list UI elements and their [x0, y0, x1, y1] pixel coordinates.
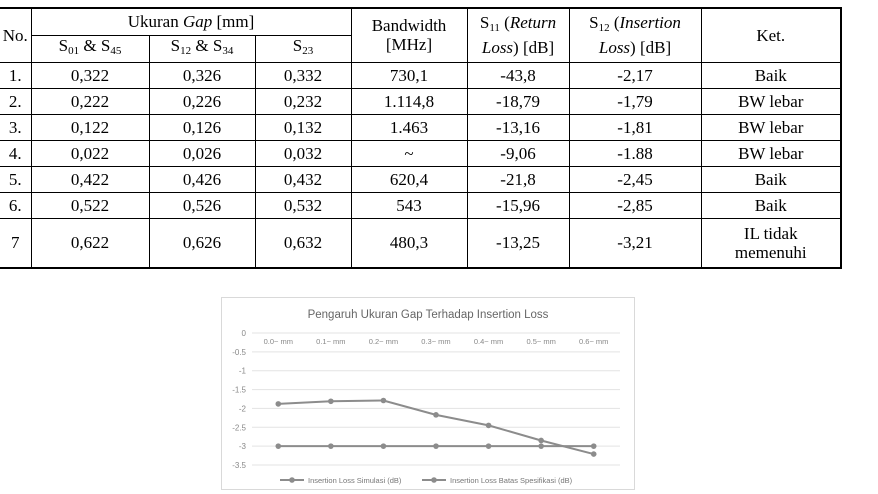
x-tick-label: 0.4~ mm — [473, 337, 504, 346]
insertion-loss-chart — [221, 297, 635, 490]
cell-s01: 0,322 — [31, 62, 149, 88]
cell-s01: 0,522 — [31, 192, 149, 218]
cell-return-loss: -9,06 — [467, 140, 569, 166]
cell-insertion-loss: -1.88 — [569, 140, 701, 166]
cell-s12: 0,226 — [149, 88, 255, 114]
cell-ket: BW lebar — [701, 88, 841, 114]
data-point — [486, 443, 492, 449]
legend-label: Insertion Loss Batas Spesifikasi (dB) — [450, 476, 573, 485]
cell-s12: 0,426 — [149, 166, 255, 192]
cell-s23: 0,332 — [255, 62, 351, 88]
cell-s23: 0,632 — [255, 218, 351, 268]
cell-s12: 0,326 — [149, 62, 255, 88]
cell-s23: 0,132 — [255, 114, 351, 140]
y-tick-label: -3.5 — [232, 461, 246, 470]
data-point — [275, 401, 281, 407]
cell-s23: 0,532 — [255, 192, 351, 218]
x-tick-label: 0.3~ mm — [421, 337, 451, 346]
data-point — [591, 443, 597, 449]
cell-s23: 0,232 — [255, 88, 351, 114]
header-ukuran-gap: Ukuran Gap [mm] — [31, 8, 351, 35]
cell-insertion-loss: -3,21 — [569, 218, 701, 268]
cell-return-loss: -43,8 — [467, 62, 569, 88]
cell-ket: BW lebar — [701, 140, 841, 166]
data-point — [328, 398, 334, 404]
header-insertion-loss: $S_{12}$ (Insertion Loss) [dB] — [569, 8, 701, 62]
cell-insertion-loss: -1,79 — [569, 88, 701, 114]
data-point — [275, 443, 281, 449]
data-point — [381, 398, 387, 404]
cell-insertion-loss: -1,81 — [569, 114, 701, 140]
cell-insertion-loss: -2,85 — [569, 192, 701, 218]
header-bandwidth: Bandwidth [MHz] — [351, 8, 467, 62]
cell-ket: BW lebar — [701, 114, 841, 140]
header-ket: Ket. — [701, 8, 841, 62]
header-s12-s34: $S_{12}$ & $S_{34}$ — [149, 35, 255, 62]
cell-ket: Baik — [701, 166, 841, 192]
y-tick-label: -0.5 — [232, 347, 246, 357]
header-no: No. — [0, 8, 31, 62]
data-point — [538, 443, 544, 449]
cell-return-loss: -18,79 — [467, 88, 569, 114]
cell-return-loss: -13,16 — [467, 114, 569, 140]
table-row — [0, 114, 841, 140]
cell-bandwidth: ~ — [351, 140, 467, 166]
y-tick-label: -2 — [238, 404, 246, 414]
cell-bandwidth: 1.114,8 — [351, 88, 467, 114]
cell-s12: 0,526 — [149, 192, 255, 218]
cell-bandwidth: 1.463 — [351, 114, 467, 140]
data-point — [381, 443, 387, 449]
header-return-loss: $S_{11}$ (Return Loss) [dB] — [467, 8, 569, 62]
cell-ket: Baik — [701, 192, 841, 218]
data-point — [433, 412, 439, 418]
header-s01-s45: $S_{01}$ & $S_{45}$ — [31, 35, 149, 62]
table-row — [0, 62, 841, 88]
data-point — [433, 443, 439, 449]
legend-marker — [431, 477, 437, 483]
chart-title: Pengaruh Ukuran Gap Terhadap Insertion Loss — [307, 309, 549, 321]
cell-no: 3. — [0, 114, 31, 140]
y-tick-label: -3 — [238, 442, 246, 452]
cell-s23: 0,432 — [255, 166, 351, 192]
x-tick-label: 0.1~ mm — [316, 337, 346, 346]
table-row — [0, 218, 841, 268]
cell-bandwidth: 480,3 — [351, 218, 467, 268]
header-s23: $S_{23}$ — [255, 35, 351, 62]
cell-bandwidth: 730,1 — [351, 62, 467, 88]
data-point — [591, 451, 597, 457]
cell-no: 5. — [0, 166, 31, 192]
cell-s01: 0,222 — [31, 88, 149, 114]
cell-insertion-loss: -2,17 — [569, 62, 701, 88]
cell-ket: IL tidak memenuhi — [701, 218, 841, 268]
cell-bandwidth: 543 — [351, 192, 467, 218]
cell-return-loss: -21,8 — [467, 166, 569, 192]
cell-s12: 0,026 — [149, 140, 255, 166]
cell-no: 7 — [0, 218, 31, 268]
data-point — [486, 423, 492, 429]
y-tick-label: 0 — [241, 329, 246, 338]
legend-marker — [289, 477, 295, 483]
cell-s01: 0,622 — [31, 218, 149, 268]
cell-no: 4. — [0, 140, 31, 166]
x-tick-label: 0.2~ mm — [368, 337, 399, 346]
chart-svg — [222, 298, 634, 489]
cell-no: 6. — [0, 192, 31, 218]
table-row — [0, 166, 841, 192]
cell-return-loss: -13,25 — [467, 218, 569, 268]
x-tick-label: 0.6~ mm — [579, 337, 609, 346]
cell-insertion-loss: -2,45 — [569, 166, 701, 192]
x-tick-label: 0.5~ mm — [526, 337, 556, 346]
legend-label: Insertion Loss Simulasi (dB) — [308, 476, 402, 485]
table-row — [0, 192, 841, 218]
table-row — [0, 88, 841, 114]
gap-results-table — [0, 7, 842, 269]
cell-no: 2. — [0, 88, 31, 114]
y-tick-label: -1 — [238, 366, 246, 376]
series-2 — [275, 443, 596, 449]
cell-s01: 0,022 — [31, 140, 149, 166]
table-row — [0, 140, 841, 166]
y-tick-label: -1.5 — [232, 385, 246, 395]
y-tick-label: -2.5 — [232, 423, 246, 433]
data-point — [538, 438, 544, 444]
cell-return-loss: -15,96 — [467, 192, 569, 218]
cell-s23: 0,032 — [255, 140, 351, 166]
data-point — [328, 443, 334, 449]
cell-no: 1. — [0, 62, 31, 88]
x-tick-label: 0.0~ mm — [263, 337, 293, 346]
cell-ket: Baik — [701, 62, 841, 88]
cell-s01: 0,122 — [31, 114, 149, 140]
cell-bandwidth: 620,4 — [351, 166, 467, 192]
cell-s01: 0,422 — [31, 166, 149, 192]
cell-s12: 0,626 — [149, 218, 255, 268]
cell-s12: 0,126 — [149, 114, 255, 140]
